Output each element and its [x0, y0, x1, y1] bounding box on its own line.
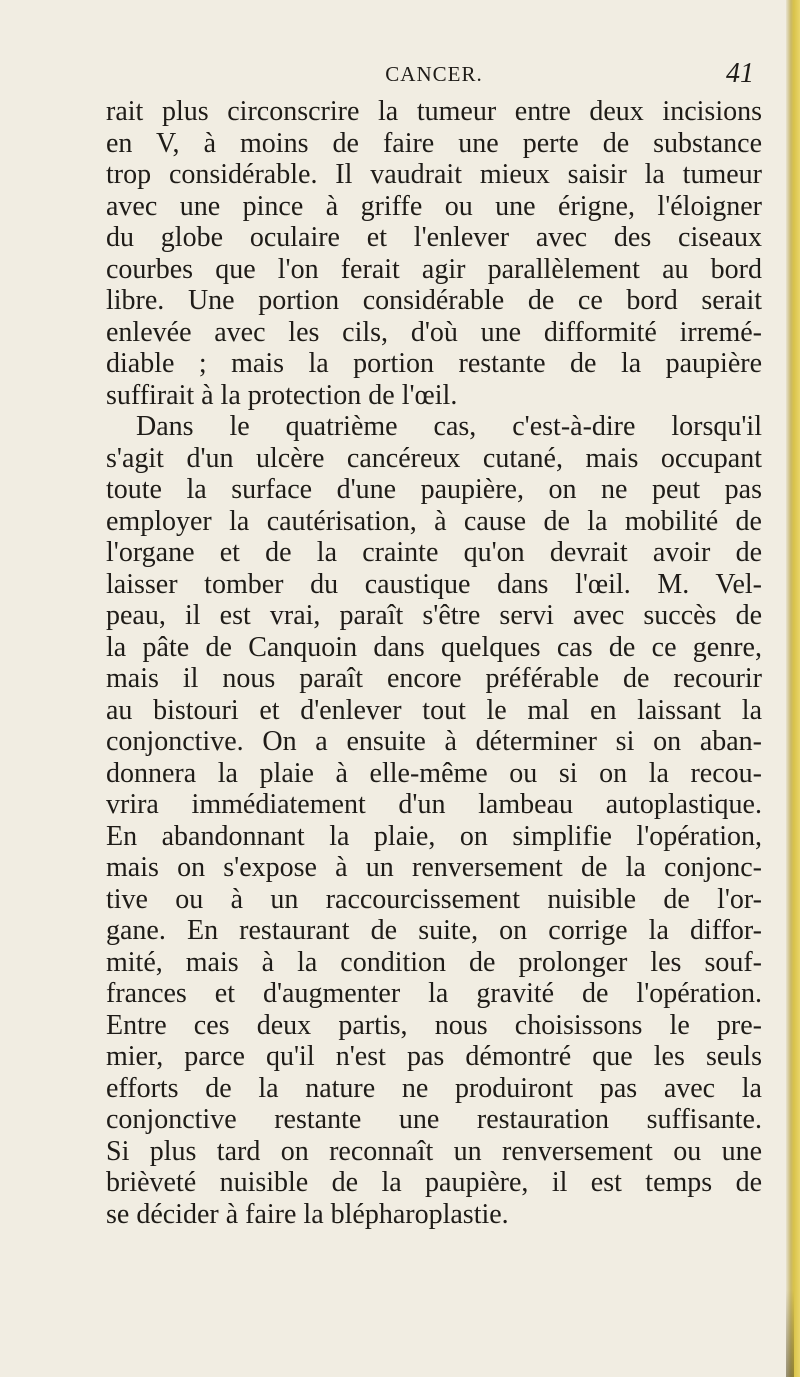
text-line: la pâte de Canquoin dans quelques cas de ce genre,: [106, 631, 762, 663]
text-line: efforts de la nature ne produiront pas avec la: [106, 1072, 762, 1104]
text-line: l'organe et de la crainte qu'on devrait avoir de: [106, 537, 762, 568]
text-line: s'agit d'un ulcère cancéreux cutané, mais occupant: [106, 442, 762, 474]
text-line: mais on s'expose à un renversement de la conjonc-: [106, 852, 762, 883]
text-line: suffirait à la protection de l'œil.: [106, 379, 458, 411]
text-line: conjonctive. On a ensuite à déterminer si on aban-: [106, 726, 762, 757]
text-line: brièveté nuisible de la paupière, il est temps de: [106, 1167, 762, 1198]
text-line: trop considérable. Il vaudrait mieux saisir la tumeur: [106, 159, 762, 190]
text-line: mier, parce qu'il n'est pas démontré que les seuls: [106, 1041, 762, 1072]
text-line: diable ; mais la portion restante de la paupière: [106, 348, 762, 379]
text-line: du globe oculaire et l'enlever avec des ciseaux: [106, 222, 762, 253]
text-line: toute la surface d'une paupière, on ne peut pas: [106, 474, 762, 505]
page-header: [106, 58, 762, 94]
text-line: mais il nous paraît encore préférable de recourir: [106, 663, 762, 694]
text-line: courbes que l'on ferait agir parallèlement au bord: [106, 253, 762, 285]
text-line: conjonctive restante une restauration suffisante.: [106, 1104, 762, 1135]
text-line: enlevée avec les cils, d'où une difformité irremé-: [106, 316, 762, 348]
text-line: Si plus tard on reconnaît un renversement ou une: [106, 1135, 762, 1167]
text-line: laisser tomber du caustique dans l'œil. M. Vel-: [106, 568, 762, 600]
text-line: peau, il est vrai, paraît s'être servi avec succès de: [106, 600, 762, 631]
text-line: en V, à moins de faire une perte de substance: [106, 127, 762, 159]
text-line: Entre ces deux partis, nous choisissons le pre-: [106, 1009, 762, 1041]
text-line: En abandonnant la plaie, on simplifie l'opération,: [106, 820, 762, 852]
page-number: 41: [726, 58, 754, 89]
text-line: au bistouri et d'enlever tout le mal en laissant la: [106, 694, 762, 726]
text-line: rait plus circonscrire la tumeur entre deux incisions: [106, 96, 762, 127]
text-line: avec une pince à griffe ou une érigne, l'éloigner: [106, 190, 762, 222]
text-line: Dans le quatrième cas, c'est-à-dire lorsqu'il: [136, 411, 762, 442]
page-edge-shadow: [786, 1290, 794, 1377]
text-line: donnera la plaie à elle-même ou si on la recou-: [106, 757, 762, 789]
text-line: libre. Une portion considérable de ce bord serait: [106, 285, 762, 316]
running-title: CANCER.: [385, 62, 483, 86]
body-text: [106, 96, 762, 1230]
text-line: employer la cautérisation, à cause de la mobilité de: [106, 505, 762, 537]
text-line: mité, mais à la condition de prolonger les souf-: [106, 946, 762, 978]
text-line: vrira immédiatement d'un lambeau autoplastique.: [106, 789, 762, 820]
page-edge: [786, 0, 800, 1377]
text-line: se décider à faire la blépharoplastie.: [106, 1198, 509, 1230]
text-line: gane. En restaurant de suite, on corrige la diffor-: [106, 915, 762, 946]
text-line: tive ou à un raccourcissement nuisible de l'or-: [106, 883, 762, 915]
text-line: frances et d'augmenter la gravité de l'opération.: [106, 978, 762, 1009]
